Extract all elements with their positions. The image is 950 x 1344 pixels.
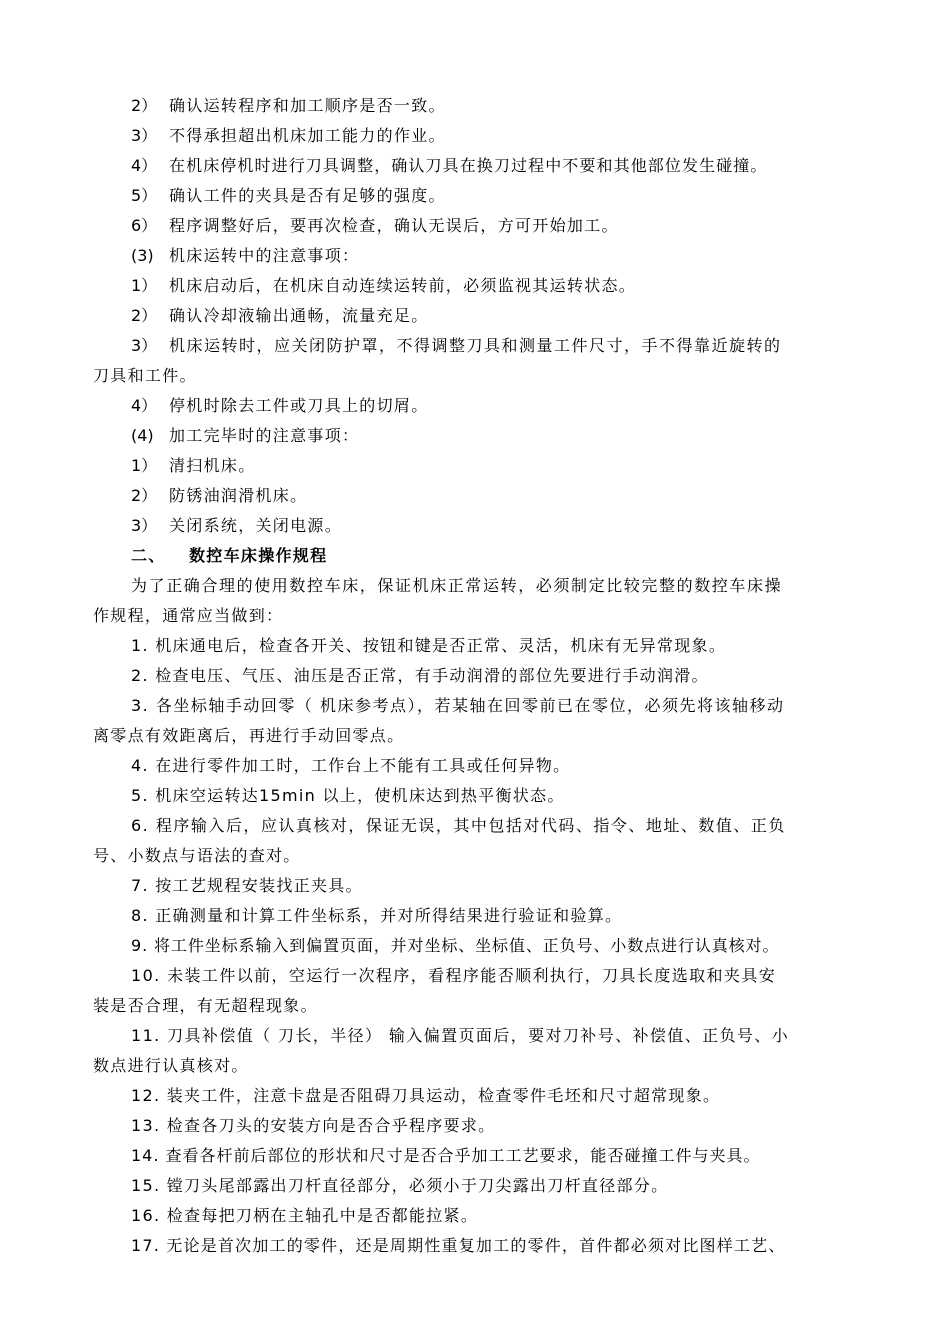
item-text: 清扫机床。 <box>169 456 256 475</box>
item-text: 防锈油润滑机床。 <box>169 486 308 505</box>
item-text: 不得承担超出机床加工能力的作业。 <box>169 126 446 145</box>
item-number: 2） <box>131 306 158 325</box>
rule-item: 2. 检查电压、气压、油压是否正常，有手动润滑的部位先要进行手动润滑。 <box>131 666 709 685</box>
section-subheading <box>93 241 873 271</box>
item-text: 机床运转时，应关闭防护罩，不得调整刀具和测量工件尺寸，手不得靠近旋转的 <box>169 336 782 355</box>
list-item <box>93 451 873 481</box>
rule-item: 14. 查看各杆前后部位的形状和尺寸是否合乎加工工艺要求，能否碰撞工件与夹具。 <box>131 1146 761 1165</box>
list-item <box>93 331 873 361</box>
rule-item-continuation: 号、小数点与语法的查对。 <box>93 846 301 865</box>
rule-item: 10. 未装工件以前，空运行一次程序，看程序能否顺利执行，刀具长度选取和夹具安 <box>131 966 777 985</box>
document-body <box>93 91 873 1261</box>
rule-item: 11. 刀具补偿值（ 刀长，半径） 输入偏置页面后，要对刀补号、补偿值、正负号、小 <box>131 1026 790 1045</box>
rule-item-continuation: 数点进行认真核对。 <box>93 1056 249 1075</box>
item-text: 关闭系统，关闭电源。 <box>169 516 343 535</box>
item-text: 确认冷却液输出通畅，流量充足。 <box>169 306 429 325</box>
intro-paragraph-line: 为了正确合理的使用数控车床，保证机床正常运转，必须制定比较完整的数控车床操 <box>131 576 783 595</box>
rule-item-continuation: 装是否合理，有无超程现象。 <box>93 996 318 1015</box>
item-number: 1） <box>131 456 158 475</box>
rule-item: 3. 各坐标轴手动回零（ 机床参考点），若某轴在回零前已在零位，必须先将该轴移动 <box>131 696 785 715</box>
item-number: 2） <box>131 96 158 115</box>
list-item <box>93 481 873 511</box>
list-item <box>93 211 873 241</box>
list-item <box>93 391 873 421</box>
item-text: 在机床停机时进行刀具调整，确认刀具在换刀过程中不要和其他部位发生碰撞。 <box>169 156 768 175</box>
rule-item: 13. 检查各刀头的安装方向是否合乎程序要求。 <box>131 1116 496 1135</box>
rule-item: 7. 按工艺规程安装找正夹具。 <box>131 876 363 895</box>
item-number: 6） <box>131 216 158 235</box>
item-text: 停机时除去工件或刀具上的切屑。 <box>169 396 429 415</box>
list-item <box>93 151 873 181</box>
list-item <box>93 511 873 541</box>
rule-item: 17. 无论是首次加工的零件，还是周期性重复加工的零件，首件都必须对比图样工艺、 <box>131 1236 786 1255</box>
intro-paragraph-line: 作规程，通常应当做到： <box>93 606 284 625</box>
rule-item: 4. 在进行零件加工时，工作台上不能有工具或任何异物。 <box>131 756 571 775</box>
rule-item: 6. 程序输入后，应认真核对，保证无误，其中包括对代码、指令、地址、数值、正负 <box>131 816 786 835</box>
item-text: 确认工件的夹具是否有足够的强度。 <box>169 186 446 205</box>
list-item-continuation: 刀具和工件。 <box>93 366 197 385</box>
section-number: (3) <box>131 246 154 265</box>
list-item <box>93 271 873 301</box>
rule-item: 5. 机床空运转达15min 以上，使机床达到热平衡状态。 <box>131 786 565 805</box>
item-number: 3） <box>131 516 158 535</box>
section-heading <box>93 541 873 571</box>
section-title: 加工完毕时的注意事项： <box>169 426 360 445</box>
section-number: (4) <box>131 426 154 445</box>
item-text: 机床启动后，在机床自动连续运转前，必须监视其运转状态。 <box>169 276 637 295</box>
item-number: 3） <box>131 336 158 355</box>
rule-item: 1. 机床通电后，检查各开关、按钮和键是否正常、灵活，机床有无异常现象。 <box>131 636 727 655</box>
heading-number: 二、 <box>131 546 166 565</box>
item-number: 4） <box>131 396 158 415</box>
item-text: 确认运转程序和加工顺序是否一致。 <box>169 96 446 115</box>
item-number: 5） <box>131 186 158 205</box>
list-item <box>93 91 873 121</box>
rule-item: 16. 检查每把刀柄在主轴孔中是否都能拉紧。 <box>131 1206 479 1225</box>
section-title: 机床运转中的注意事项： <box>169 246 360 265</box>
item-number: 1） <box>131 276 158 295</box>
item-text: 程序调整好后，要再次检查，确认无误后，方可开始加工。 <box>169 216 619 235</box>
heading-title: 数控车床操作规程 <box>189 546 328 565</box>
rule-item: 9. 将工件坐标系输入到偏置页面，并对坐标、坐标值、正负号、小数点进行认真核对。 <box>131 936 780 955</box>
list-item <box>93 301 873 331</box>
rule-item-continuation: 离零点有效距离后，再进行手动回零点。 <box>93 726 405 745</box>
item-number: 2） <box>131 486 158 505</box>
section-subheading <box>93 421 873 451</box>
item-number: 4） <box>131 156 158 175</box>
list-item <box>93 181 873 211</box>
item-number: 3） <box>131 126 158 145</box>
rule-item: 8. 正确测量和计算工件坐标系，并对所得结果进行验证和验算。 <box>131 906 623 925</box>
list-item <box>93 121 873 151</box>
rule-item: 15. 镗刀头尾部露出刀杆直径部分，必须小于刀尖露出刀杆直径部分。 <box>131 1176 669 1195</box>
rule-item: 12. 装夹工件，注意卡盘是否阻碍刀具运动，检查零件毛坯和尺寸超常现象。 <box>131 1086 721 1105</box>
